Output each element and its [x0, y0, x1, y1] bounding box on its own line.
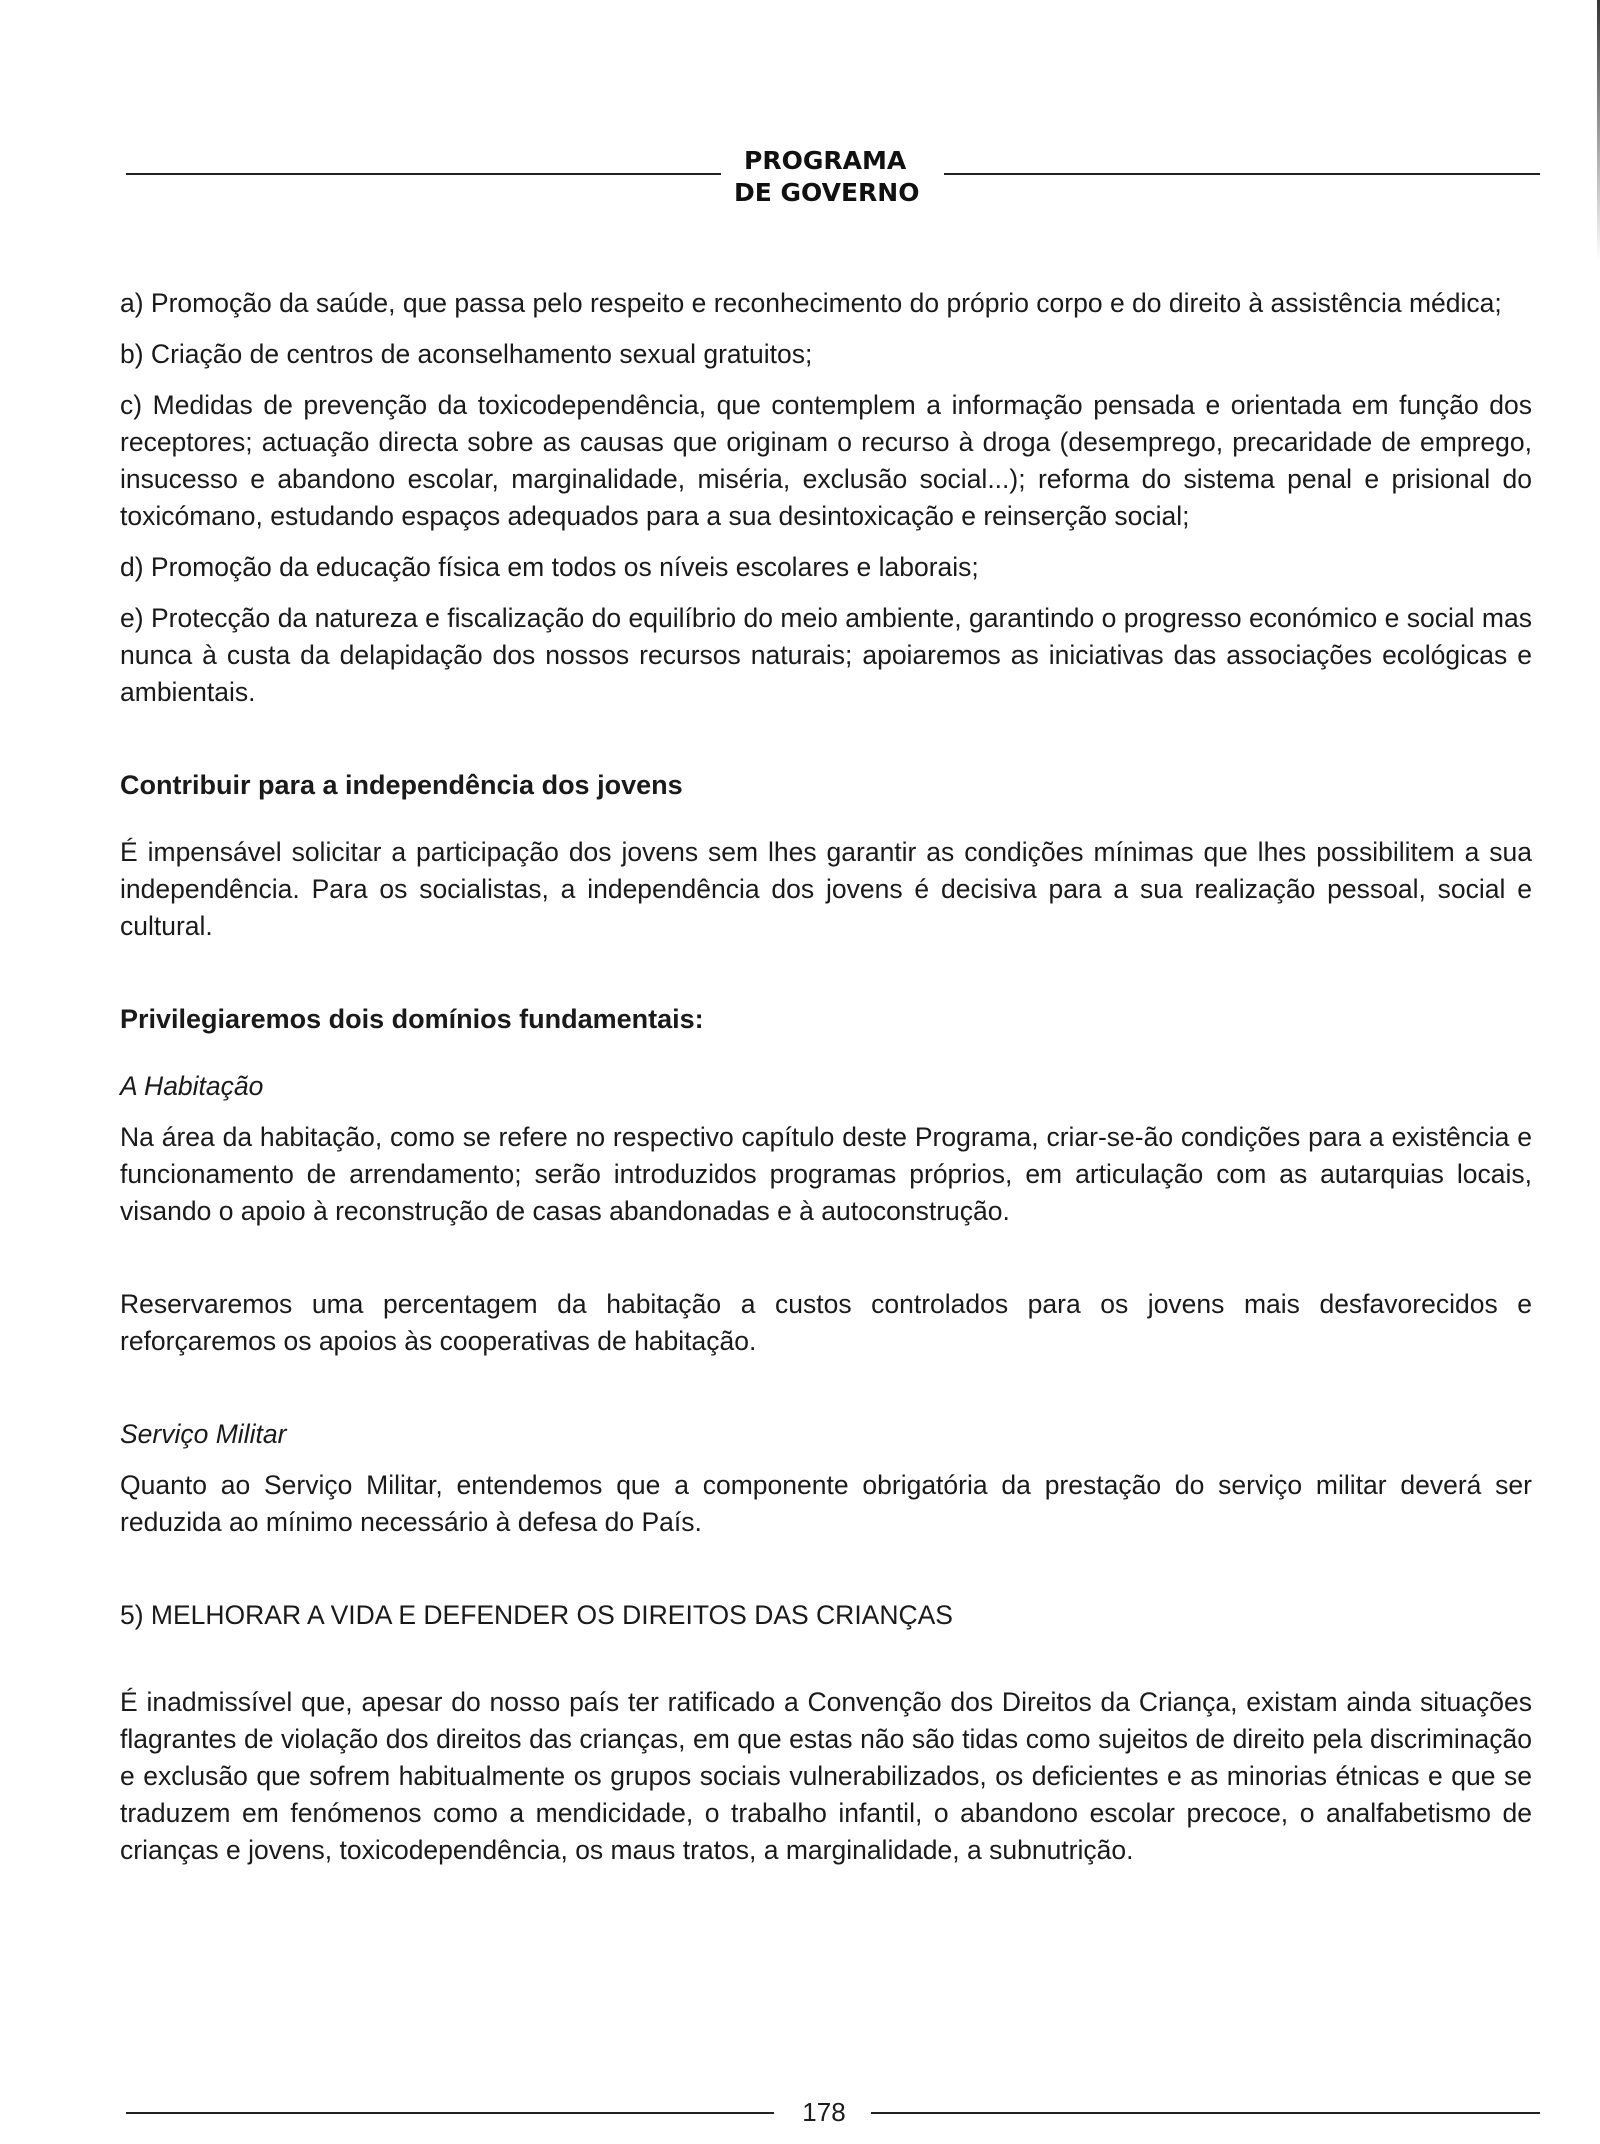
footer-rule-left	[126, 2112, 774, 2114]
housing-paragraph-1: Na área da habitação, como se refere no respectivo capítulo deste Programa, criar-se-ão condições para a existência e funcionamento de arrendamento; serão introduzidos programas próprios, em articulação com as autarquias locais, visando o apoio à reconstrução de casas abandonadas e à autoconstrução.	[120, 1122, 1532, 1226]
page-content	[120, 285, 1532, 1883]
page-title	[734, 145, 934, 209]
page-title-line1: PROGRAMA	[744, 146, 907, 175]
list-item-d: d) Promoção da educação física em todos os níveis escolares e laborais;	[120, 552, 979, 582]
housing-subheading: A Habitação	[120, 1071, 264, 1101]
children-section-title: 5) MELHORAR A VIDA E DEFENDER OS DIREITOS DAS CRIANÇAS	[120, 1600, 953, 1630]
header-rule-left	[126, 173, 721, 175]
page-footer	[126, 2094, 1540, 2130]
footer-rule-right	[871, 2112, 1540, 2114]
list-item-a: a) Promoção da saúde, que passa pelo respeito e reconhecimento do próprio corpo e do direito à assistência médica;	[120, 288, 1502, 318]
page-header	[126, 145, 1540, 215]
page-number: 178	[802, 2097, 846, 2127]
header-rule-right	[944, 173, 1540, 175]
military-subheading: Serviço Militar	[120, 1419, 287, 1449]
domains-heading: Privilegiaremos dois domínios fundamentais:	[120, 1004, 704, 1034]
list-item-c: c) Medidas de prevenção da toxicodependência, que contemplem a informação pensada e orientada em função dos receptores; actuação directa sobre as causas que originam o recurso à droga (desemprego, precaridade de emprego, insucesso e abandono escolar, marginalidade, miséria, exclusão social...); reforma do sistema penal e prisional do toxicómano, estudando espaços adequados para a sua desintoxicação e reinserção social;	[120, 390, 1532, 531]
youth-heading: Contribuir para a independência dos jovens	[120, 770, 683, 800]
children-paragraph: É inadmissível que, apesar do nosso país ter ratificado a Convenção dos Direitos da Criança, existam ainda situações flagrantes de violação dos direitos das crianças, em que estas não são tidas como sujeitos de direito pela discriminação e exclusão que sofrem habitualmente os grupos sociais vulnerabilizados, os deficientes e as minorias étnicas e que se traduzem em fenómenos como a mendicidade, o trabalho infantil, o abandono escolar precoce, o analfabetismo de crianças e jovens, toxicodependência, os maus tratos, a marginalidade, a subnutrição.	[120, 1687, 1532, 1865]
youth-paragraph: É impensável solicitar a participação dos jovens sem lhes garantir as condições mínimas que lhes possibilitem a sua independência. Para os socialistas, a independência dos jovens é decisiva para a sua realização pessoal, social e cultural.	[120, 837, 1532, 941]
list-item-e: e) Protecção da natureza e fiscalização do equilíbrio do meio ambiente, garantindo o progresso económico e social mas nunca à custa da delapidação dos nossos recursos naturais; apoiaremos as iniciativas das associações ecológicas e ambientais.	[120, 603, 1532, 707]
housing-paragraph-2: Reservaremos uma percentagem da habitação a custos controlados para os jovens mais desfavorecidos e reforçaremos os apoios às cooperativas de habitação.	[120, 1289, 1532, 1356]
military-paragraph: Quanto ao Serviço Militar, entendemos que a componente obrigatória da prestação do serviço militar deverá ser reduzida ao mínimo necessário à defesa do País.	[120, 1470, 1532, 1537]
page-title-line2: DE GOVERNO	[734, 178, 920, 207]
list-item-b: b) Criação de centros de aconselhamento sexual gratuitos;	[120, 339, 813, 369]
